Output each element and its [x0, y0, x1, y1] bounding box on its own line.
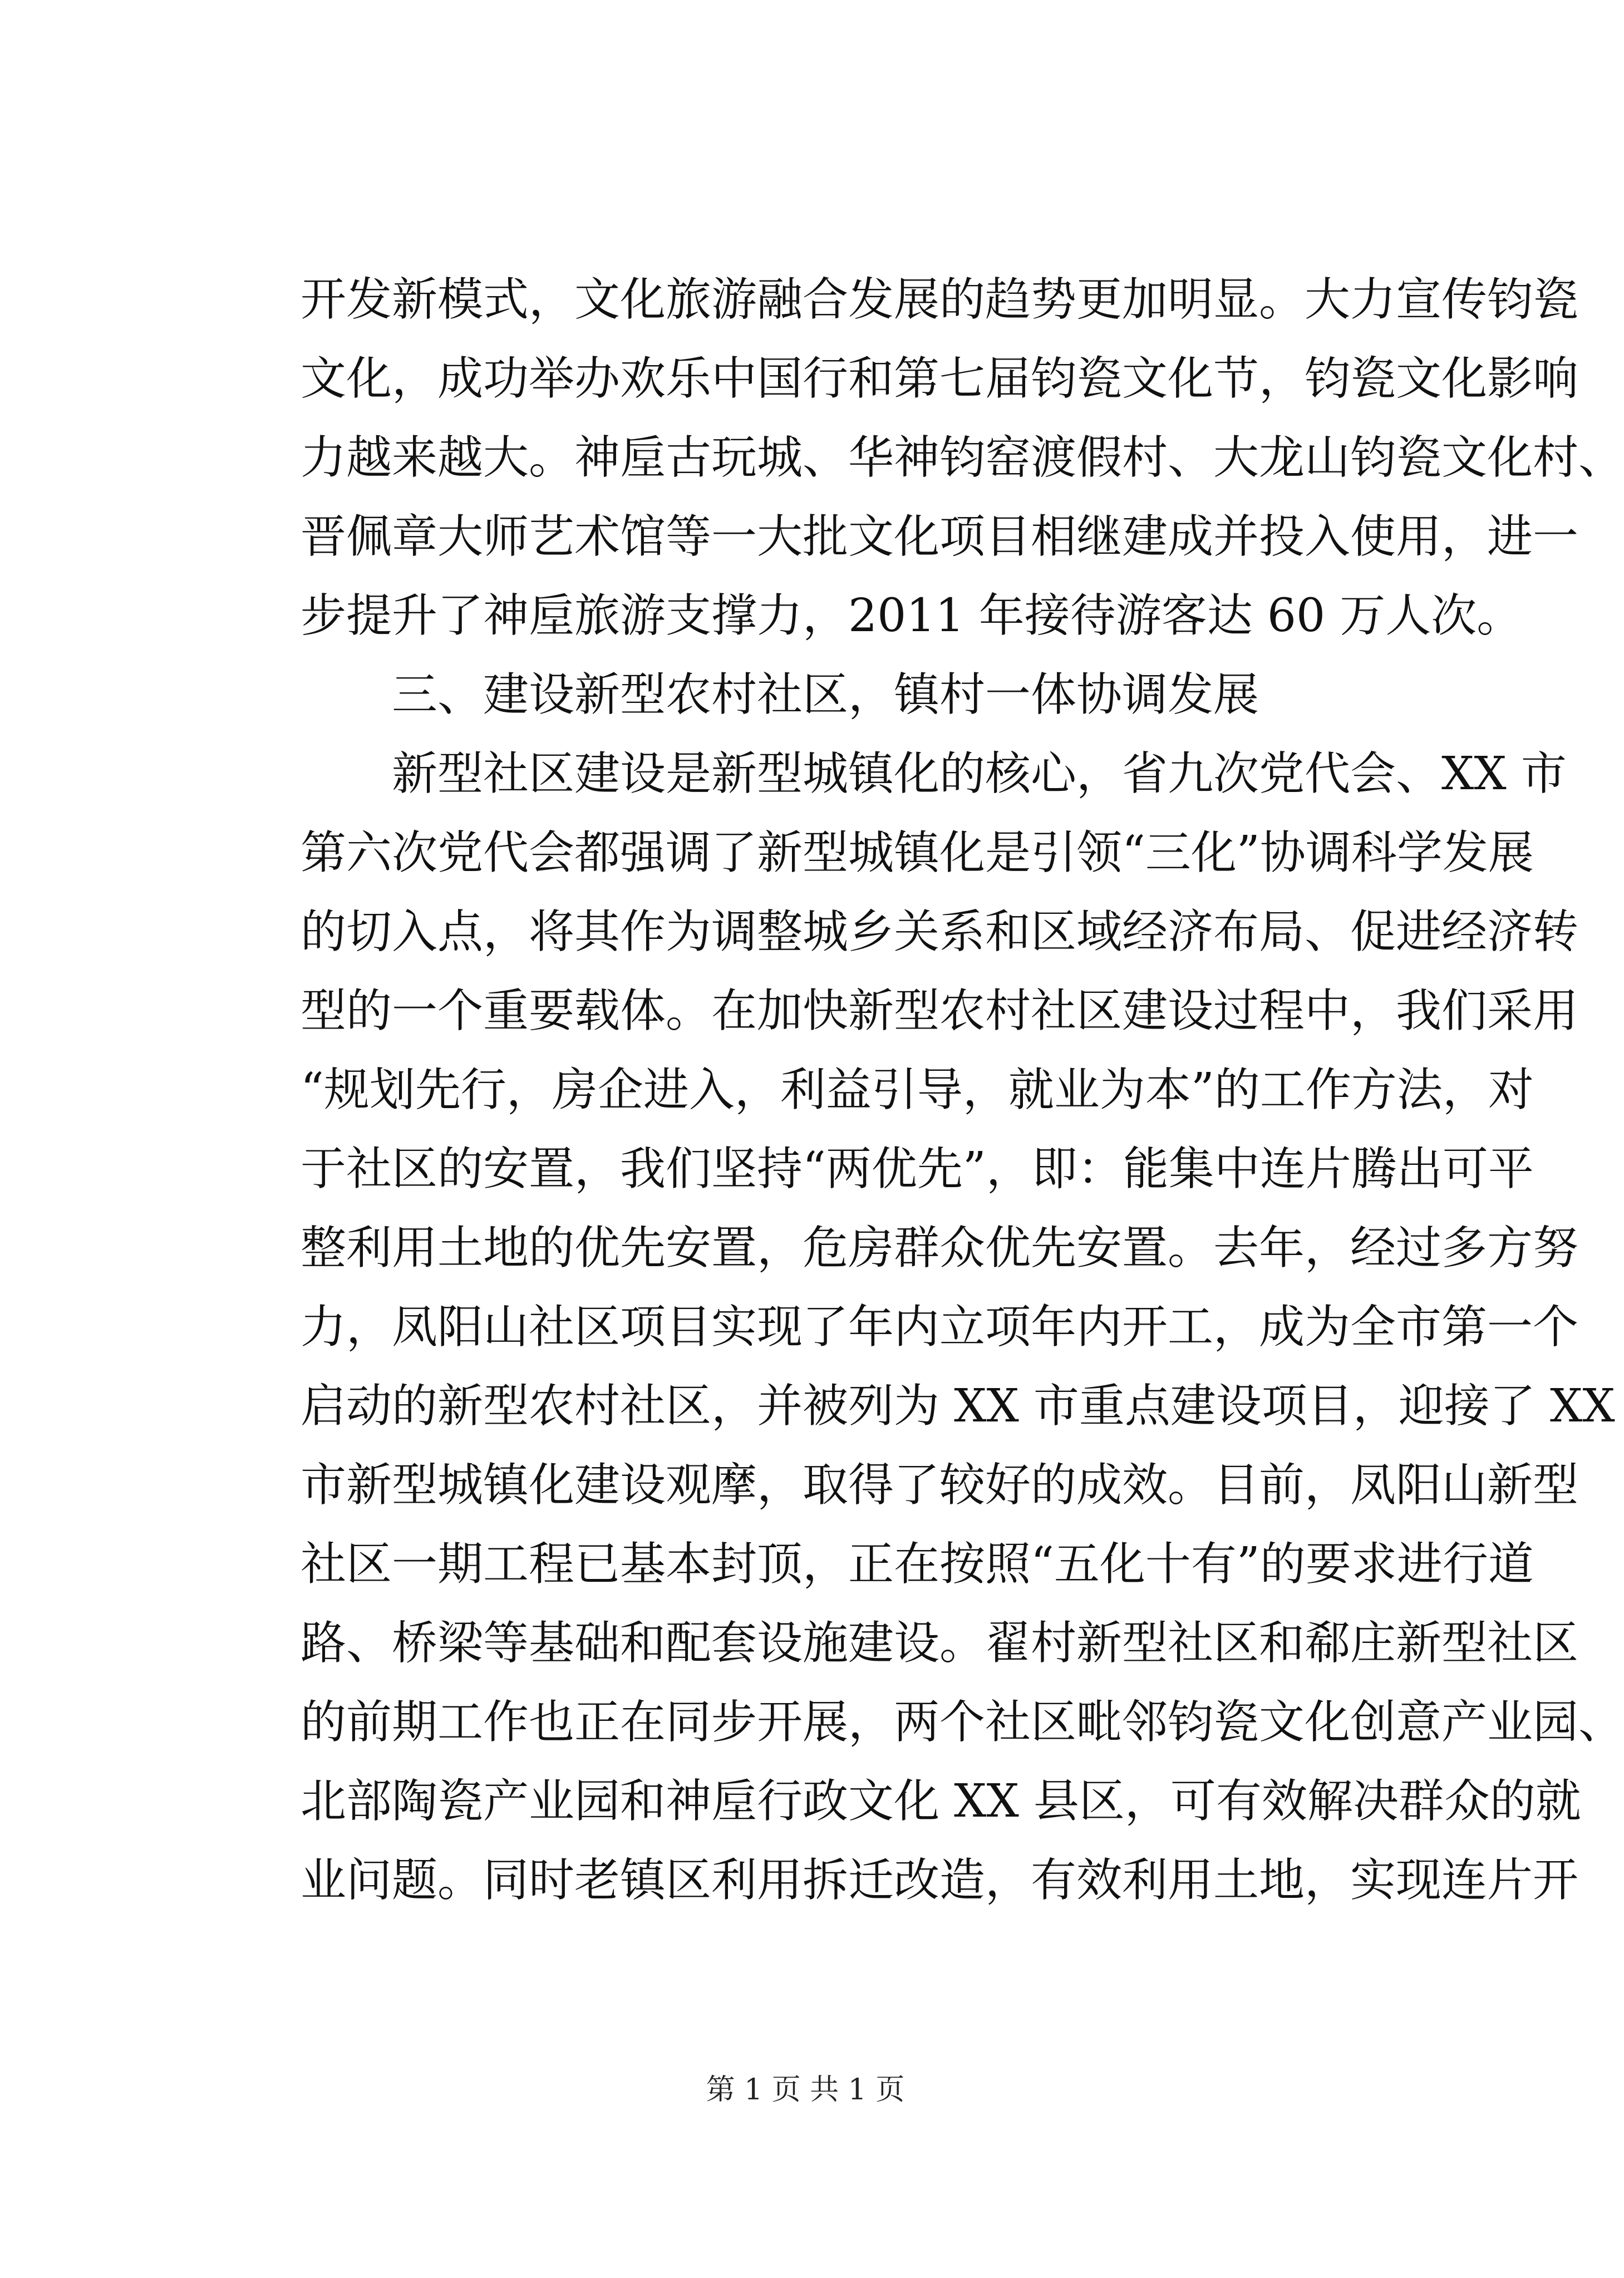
section-heading: 三、建设新型农村社区，镇村一体协调发展: [392, 668, 1259, 721]
document-body: [301, 260, 1624, 1920]
page-number-footer: 第 1 页 共 1 页: [706, 2073, 905, 2107]
text-line-9: 的切入点，将其作为调整城乡关系和区域经济布局、促进经济转: [301, 906, 1579, 958]
text-line-7: 新型社区建设是新型城镇化的核心，省九次党代会、XX 市: [392, 747, 1567, 800]
text-line-15: 启动的新型农村社区，并被列为 XX 市重点建设项目，迎接了 XX: [301, 1380, 1615, 1433]
text-line-10: 型的一个重要载体。在加快新型农村社区建设过程中，我们采用: [301, 985, 1579, 1037]
text-line-3: 力越来越大。神垕古玩城、华神钧窑渡假村、大龙山钧瓷文化村、: [301, 431, 1624, 484]
text-line-8: 第六次党代会都强调了新型城镇化是引领“三化”协调科学发展: [301, 826, 1534, 879]
text-line-12: 于社区的安置，我们坚持“两优先”，即：能集中连片腾出可平: [301, 1143, 1534, 1195]
text-line-18: 路、桥梁等基础和配套设施建设。翟村新型社区和郗庄新型社区: [301, 1617, 1579, 1670]
text-line-16: 市新型城镇化建设观摩，取得了较好的成效。目前，凤阳山新型: [301, 1459, 1579, 1512]
text-line-20: 北部陶瓷产业园和神垕行政文化 XX 县区，可有效解决群众的就: [301, 1775, 1581, 1828]
text-line-11: “规划先行，房企进入，利益引导，就业为本”的工作方法，对: [301, 1064, 1534, 1116]
text-line-5: 步提升了神垕旅游支撑力，2011 年接待游客达 60 万人次。: [301, 589, 1523, 642]
text-line-21: 业问题。同时老镇区利用拆迁改造，有效利用土地，实现连片开: [301, 1854, 1579, 1907]
text-line-2: 文化，成功举办欢乐中国行和第七届钧瓷文化节，钧瓷文化影响: [301, 352, 1579, 405]
text-line-14: 力，凤阳山社区项目实现了年内立项年内开工，成为全市第一个: [301, 1301, 1579, 1354]
text-line-4: 晋佩章大师艺术馆等一大批文化项目相继建成并投入使用，进一: [301, 510, 1579, 563]
text-line-1: 开发新模式，文化旅游融合发展的趋势更加明显。大力宣传钧瓷: [301, 273, 1579, 326]
text-line-17: 社区一期工程已基本封顶，正在按照“五化十有”的要求进行道: [301, 1538, 1534, 1591]
text-line-13: 整利用土地的优先安置，危房群众优先安置。去年，经过多方努: [301, 1222, 1579, 1275]
text-line-19: 的前期工作也正在同步开展，两个社区毗邻钧瓷文化创意产业园、: [301, 1696, 1624, 1749]
